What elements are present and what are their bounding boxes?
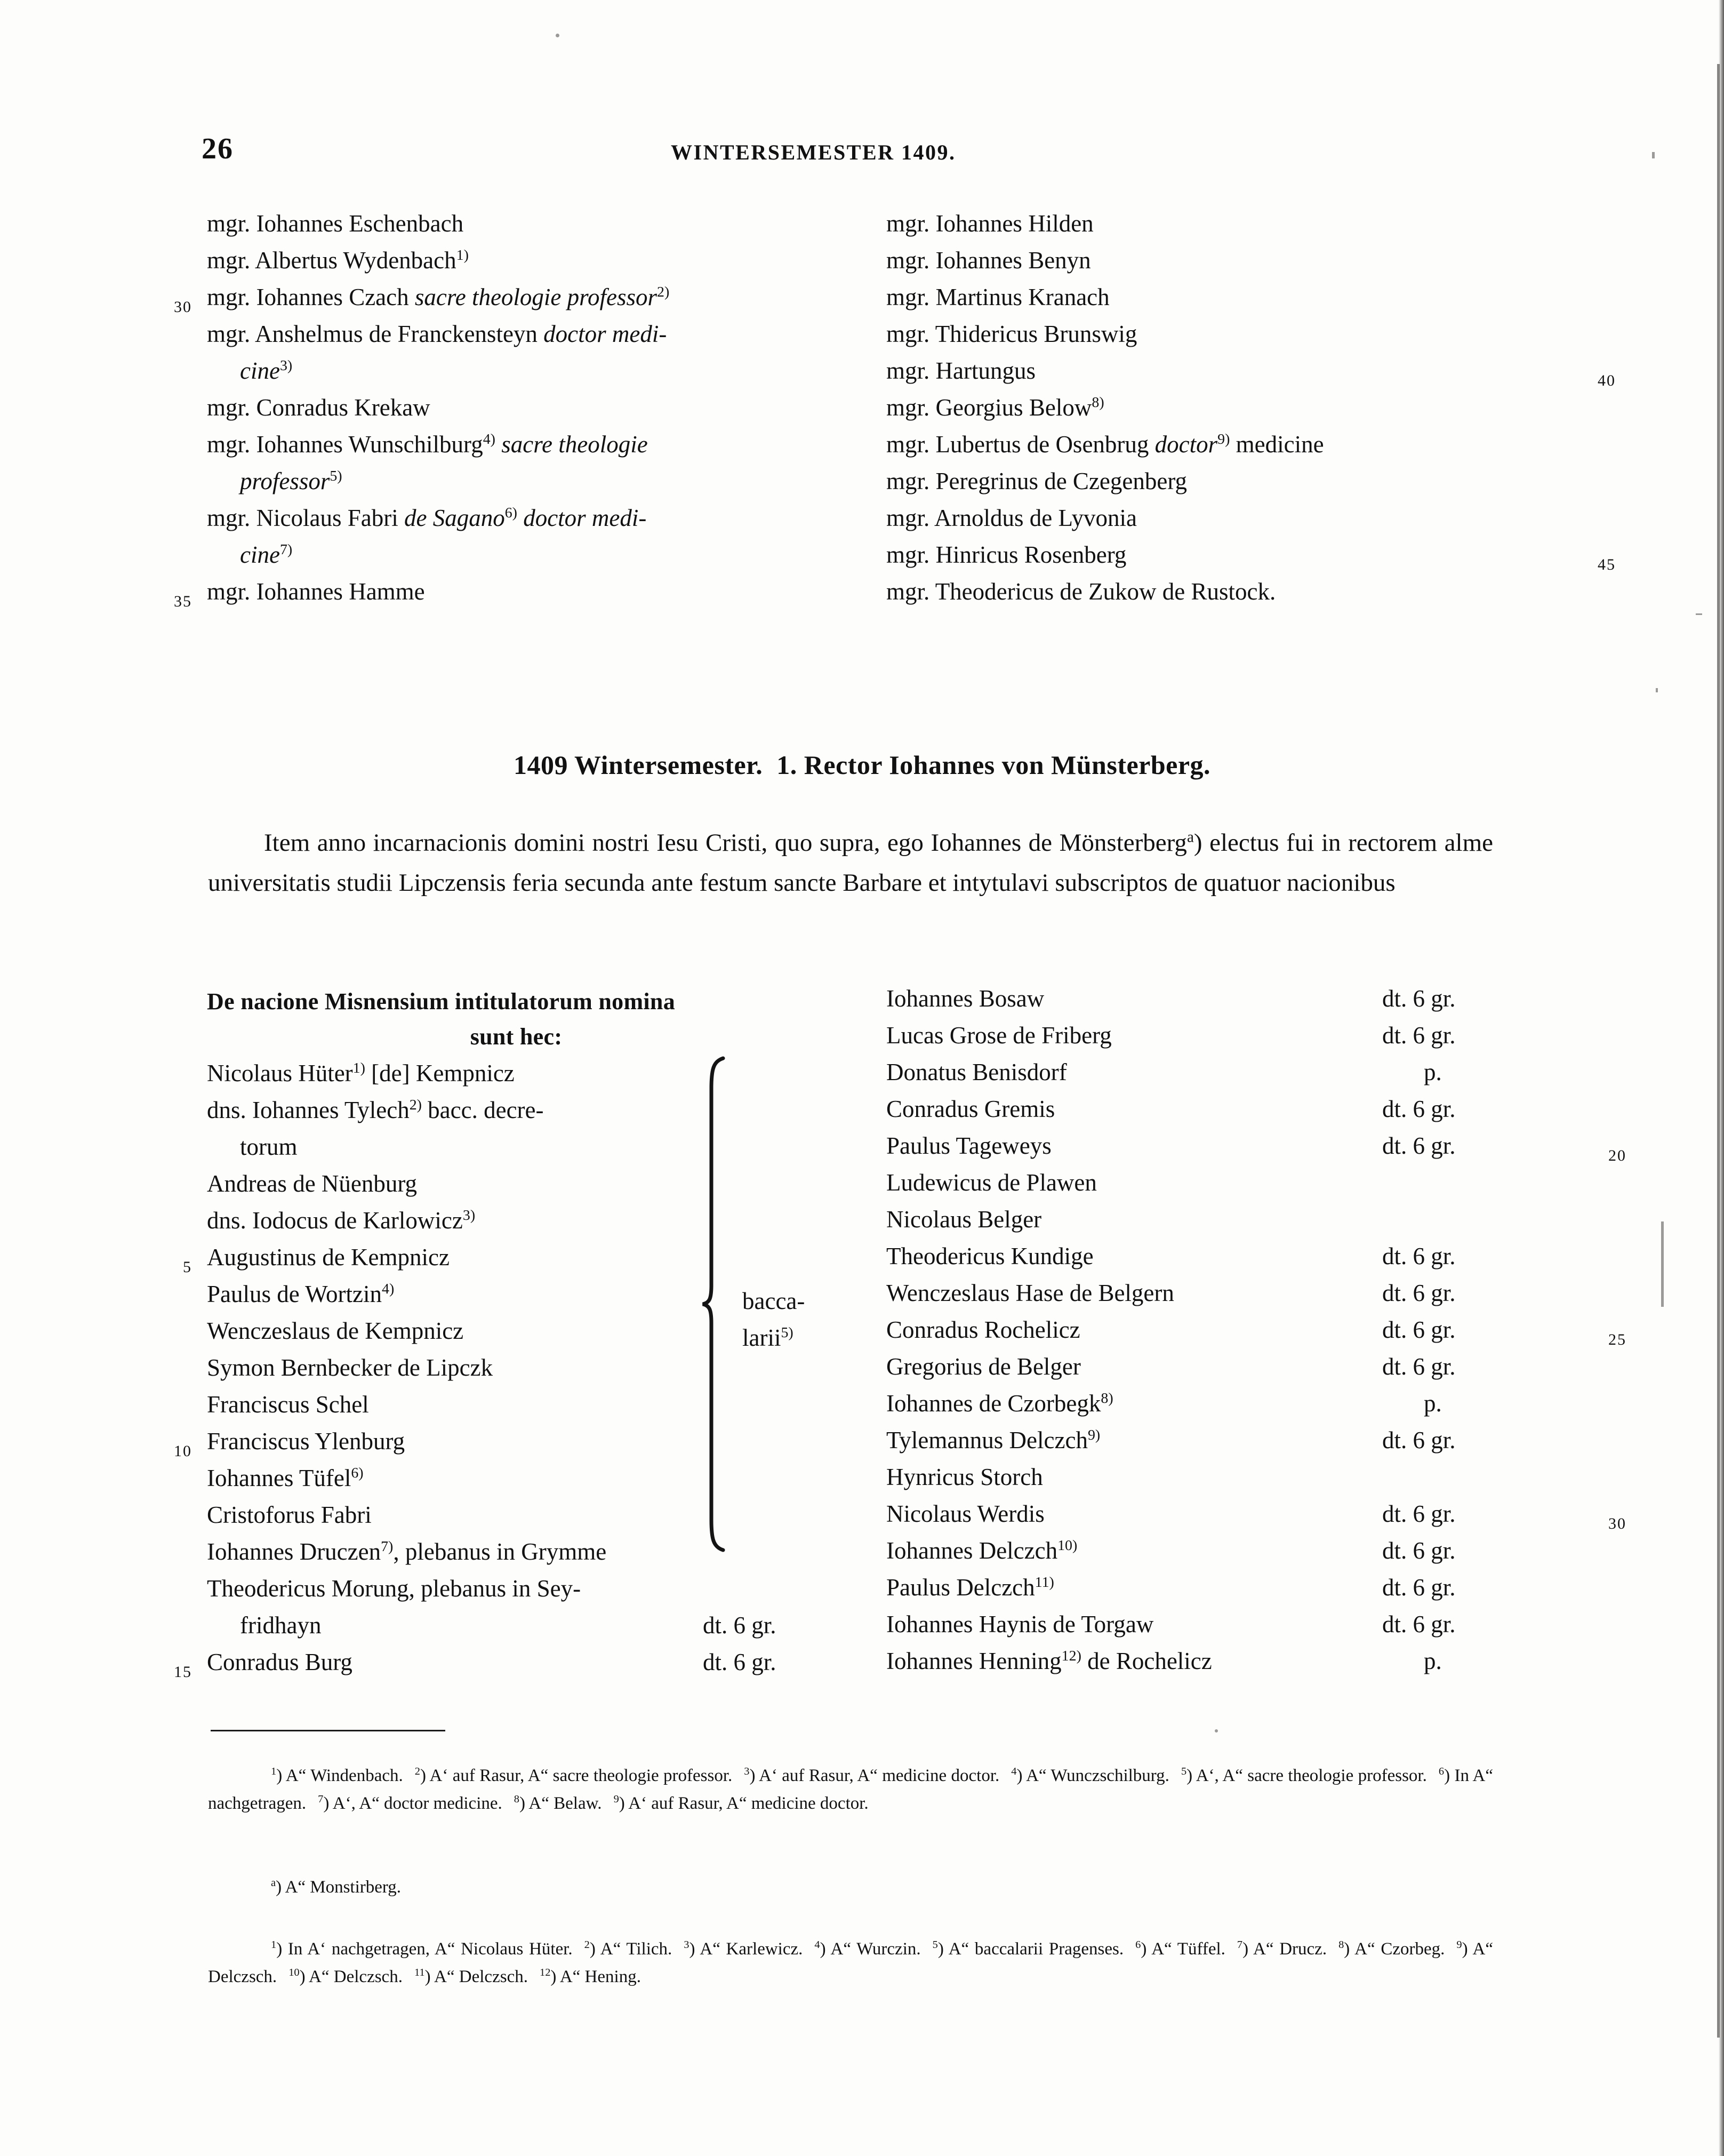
footnote-text: ) A‘ auf Rasur, A“ sacre theologie professor. <box>420 1766 733 1785</box>
fee-amount: dt. 6 gr. <box>1382 1353 1456 1380</box>
entry-italic-text: sacre theologie professor <box>414 284 657 310</box>
top-list-item <box>207 537 836 573</box>
scan-speck <box>556 34 559 37</box>
list-item <box>886 1128 1626 1164</box>
fee-amount: dt. 6 gr. <box>1382 1132 1456 1159</box>
line-number: 25 <box>1608 1331 1626 1348</box>
fee-amount: p. <box>1424 1648 1442 1674</box>
footnote-marker: 12 <box>539 1967 551 1978</box>
list-item <box>886 1459 1569 1496</box>
entry-text: Nicolaus Werdis <box>886 1500 1045 1527</box>
entry-text: Wenczeslaus de Kempnicz <box>207 1317 464 1344</box>
footnote-paragraph <box>208 1762 1493 1817</box>
list-item <box>886 1201 1569 1238</box>
list-item <box>207 1350 836 1386</box>
fee-amount: p. <box>1424 1059 1442 1085</box>
entry-text: mgr. Nicolaus Fabri <box>207 505 404 531</box>
footnote-text: ) A“ Tüffel. <box>1141 1939 1225 1959</box>
list-item <box>886 1091 1569 1128</box>
fee-amount: dt. 6 gr. <box>1382 1427 1456 1454</box>
entry-italic-text: cine <box>240 541 280 568</box>
line-number: 35 <box>174 593 192 610</box>
entry-text: mgr. Iohannes Benyn <box>886 247 1091 274</box>
footnote-marker: 7 <box>318 1793 324 1805</box>
line-number: 45 <box>1598 556 1616 573</box>
entry-text: mgr. Iohannes Wunschilburg <box>207 431 483 458</box>
top-list-item <box>174 279 836 316</box>
list-item <box>886 1569 1569 1606</box>
entry-text: Tylemannus Delczch <box>886 1427 1088 1454</box>
footnote-text: ) A“ Czorbeg. <box>1344 1939 1445 1959</box>
list-item <box>207 1202 836 1239</box>
footnote-marker: 5) <box>330 468 342 484</box>
footnote-text: ) A“ Belaw. <box>519 1794 602 1813</box>
entry-italic-suffix: doctor medi- <box>517 505 647 531</box>
footnote-marker: 1 <box>271 1939 277 1951</box>
footnote-text: ) A“ Delczsch. <box>424 1967 528 1986</box>
entry-text: mgr. Hinricus Rosenberg <box>886 541 1127 568</box>
top-list-item <box>886 389 1558 426</box>
line-number: 10 <box>174 1442 192 1460</box>
entry-text: Conradus Gremis <box>886 1096 1055 1122</box>
footnote-text: ) A“ Wurczin. <box>820 1939 921 1959</box>
fee-amount: dt. 6 gr. <box>1382 1280 1456 1306</box>
entry-text: mgr. Thidericus Brunswig <box>886 321 1137 347</box>
entry-italic-text: doctor <box>1154 431 1218 458</box>
top-block-right-column <box>886 205 1616 610</box>
footnote-marker: 2 <box>584 1939 590 1951</box>
footnote-text: ) A“ Delczsch. <box>208 1939 1494 1986</box>
footnote-marker: 9 <box>613 1793 619 1805</box>
entry-text: Wenczeslaus Hase de Belgern <box>886 1280 1174 1306</box>
line-number: 40 <box>1598 372 1616 389</box>
entry-text: Paulus Tageweys <box>886 1132 1052 1159</box>
top-list-item <box>886 573 1558 610</box>
list-item <box>207 1092 836 1129</box>
list-heading-line1: De nacione Misnensium intitulatorum nomina <box>207 988 675 1015</box>
scan-speck <box>1215 1729 1218 1732</box>
entry-text: torum <box>240 1133 298 1160</box>
footnote-marker: 12) <box>1061 1648 1081 1664</box>
fee-amount: dt. 6 gr. <box>1382 1022 1456 1049</box>
entry-text: mgr. Iohannes Czach <box>207 284 415 310</box>
entry-text: mgr. Georgius Below <box>886 394 1092 421</box>
fee-amount: dt. 6 gr. <box>1382 985 1456 1012</box>
entry-text: mgr. Iohannes Eschenbach <box>207 210 464 237</box>
fee-amount: p. <box>1424 1390 1442 1417</box>
main-list-right-column <box>886 980 1626 1680</box>
entry-text: mgr. Peregrinus de Czegenberg <box>886 468 1188 494</box>
entry-text: Gregorius de Belger <box>886 1353 1081 1380</box>
footnote-marker: 8) <box>1101 1390 1113 1407</box>
list-item <box>207 1534 836 1570</box>
footnote-marker: 11) <box>1035 1574 1054 1591</box>
footnote-marker: 2 <box>414 1766 420 1777</box>
top-list-item <box>886 426 1558 463</box>
footnote-alpha-text: ) A“ Monstirberg. <box>276 1878 402 1897</box>
top-list-item <box>886 463 1558 500</box>
footnote-text: ) In A“ nachgetragen. <box>208 1766 1493 1813</box>
footnote-marker: 9) <box>1087 1427 1101 1443</box>
line-number: 30 <box>1608 1515 1626 1532</box>
fee-amount: dt. 6 gr. <box>1382 1243 1456 1269</box>
footnote-text: ) A“ Tilich. <box>589 1939 672 1959</box>
entry-text: fridhayn <box>240 1612 322 1639</box>
entry-text: Iohannes Druczen <box>207 1538 381 1565</box>
footnote-marker: 11 <box>414 1967 425 1978</box>
entry-text: mgr. Iohannes Hamme <box>207 578 425 605</box>
footnotes-bottom-group <box>208 1935 1493 1991</box>
top-list-item <box>886 279 1558 316</box>
footnote-marker: 3) <box>462 1207 476 1224</box>
page-number: 26 <box>202 132 234 165</box>
entry-text: Ludewicus de Plawen <box>886 1169 1097 1196</box>
footnote-marker: 3) <box>279 357 293 374</box>
footnote-marker: 8) <box>1092 394 1104 411</box>
list-item <box>207 1460 836 1497</box>
footnote-marker: 1) <box>352 1060 365 1076</box>
scan-edge-shadow <box>1717 64 1720 2038</box>
footnote-marker: 6 <box>1135 1939 1141 1951</box>
entry-text: mgr. Lubertus de Osenbrug <box>886 431 1155 458</box>
entry-text: Iohannes Tüfel <box>207 1465 351 1491</box>
entry-text: Paulus Delczch <box>886 1574 1035 1601</box>
list-item <box>183 1239 836 1276</box>
list-item <box>174 1423 836 1460</box>
footnote-text: ) A“ baccalarii Pragenses. <box>937 1939 1124 1959</box>
entry-text: Augustinus de Kempnicz <box>207 1244 450 1271</box>
top-list-item <box>207 389 836 426</box>
fee-amount: dt. 6 gr. <box>1382 1537 1456 1564</box>
footnote-text: ) A‘ auf Rasur, A“ medicine doctor. <box>749 1766 1000 1785</box>
list-item <box>886 1054 1569 1091</box>
list-item <box>886 1606 1569 1643</box>
list-item <box>886 1385 1569 1422</box>
entry-text: mgr. Conradus Krekaw <box>207 394 430 421</box>
footnote-marker: 9) <box>1217 431 1230 448</box>
list-item <box>886 1238 1569 1275</box>
entry-text-suffix: bacc. decre- <box>421 1097 544 1123</box>
entry-text: Conradus Burg <box>207 1649 352 1675</box>
top-list-item <box>207 316 836 353</box>
running-head: WINTERSEMESTER 1409. <box>671 140 956 164</box>
entry-text: Conradus Rochelicz <box>886 1316 1080 1343</box>
list-heading-line2: sunt hec: <box>470 1024 563 1050</box>
entry-text: Iohannes Henning <box>886 1648 1062 1674</box>
list-item <box>886 1422 1569 1459</box>
section-title-rector: 1. Rector Iohannes von Münsterberg. <box>776 750 1211 780</box>
line-number: 5 <box>183 1258 192 1276</box>
footnote-marker: 3 <box>684 1939 689 1951</box>
entry-text: Theodericus Morung, plebanus in Sey- <box>207 1575 581 1602</box>
entry-text: Donatus Benisdorf <box>886 1059 1067 1085</box>
entry-italic-suffix: sacre theologie <box>495 431 648 458</box>
footnote-text: ) A“ Hening. <box>550 1967 641 1986</box>
section-title-year: 1409 Wintersemester. <box>513 750 763 780</box>
list-item <box>886 980 1569 1017</box>
footnotes-top-group <box>208 1762 1493 1817</box>
top-list-item <box>207 463 836 500</box>
footnote-text: ) A“ Wunczschilburg. <box>1016 1766 1169 1785</box>
footnote-text: ) A“ Karlewicz. <box>689 1939 803 1959</box>
list-item <box>207 1570 836 1607</box>
footnote-marker: 9 <box>1456 1939 1462 1951</box>
footnote-marker: 2) <box>657 284 670 300</box>
intro-paragraph <box>208 823 1493 903</box>
footnote-alpha-paragraph <box>208 1873 1493 1901</box>
footnotes-alpha-group <box>208 1873 1493 1901</box>
footnote-marker: 7 <box>1237 1939 1243 1951</box>
footnote-marker: 7) <box>279 541 293 558</box>
list-item <box>886 1312 1626 1348</box>
entry-text: mgr. Theodericus de Zukow de Rustock. <box>886 578 1276 605</box>
top-list-item <box>886 316 1558 353</box>
footnote-text: ) A‘ auf Rasur, A“ medicine doctor. <box>619 1794 869 1813</box>
scan-edge-artifact <box>1719 0 1724 2156</box>
footnote-marker: 8 <box>1338 1939 1344 1951</box>
footnote-marker: 6) <box>504 505 517 521</box>
list-item <box>207 1129 836 1165</box>
list-item <box>174 1644 836 1681</box>
intro-text-part2: ) electus fui in rectorem alme universitatis studii Lipczensis feria secunda ante festum sancte Barbare et intytulavi subscriptos de quatuor nacionibus <box>208 829 1493 897</box>
top-list-item <box>886 205 1558 242</box>
scan-speck <box>1652 152 1655 158</box>
footnote-marker: 4) <box>483 431 495 448</box>
brace-label-line2: larii$^{5)}$ <box>742 1324 793 1351</box>
entry-text-suffix: [de] Kempnicz <box>365 1060 515 1087</box>
entry-text: Andreas de Nüenburg <box>207 1170 418 1197</box>
entry-italic-text: professor <box>240 468 330 494</box>
entry-text: Iohannes Haynis de Torgaw <box>886 1611 1154 1638</box>
top-list-item <box>207 205 836 242</box>
list-item <box>886 1348 1569 1385</box>
entry-text: Franciscus Schel <box>207 1391 369 1418</box>
footnote-text: ) A“ Windenbach. <box>276 1766 403 1785</box>
footnote-marker: 4 <box>814 1939 820 1951</box>
footnote-marker: 10) <box>1057 1537 1078 1554</box>
top-list-item <box>174 573 836 610</box>
entry-text: Paulus de Wortzin <box>207 1281 382 1307</box>
line-number: 20 <box>1608 1147 1626 1164</box>
entry-text: Theodericus Kundige <box>886 1243 1094 1269</box>
top-list-item <box>207 426 836 463</box>
entry-text: mgr. Martinus Kranach <box>886 284 1110 310</box>
footnote-text: ) A‘, A“ doctor medicine. <box>323 1794 502 1813</box>
footnote-marker: 3 <box>744 1766 750 1777</box>
entry-text: mgr. Iohannes Hilden <box>886 210 1094 237</box>
list-item <box>207 1276 836 1313</box>
top-list-item <box>207 500 836 537</box>
footnote-marker: 8 <box>514 1793 519 1805</box>
footnote-marker: 1 <box>271 1766 277 1777</box>
footnote-marker: 6) <box>351 1465 364 1481</box>
footnote-marker: 5 <box>932 1939 938 1951</box>
list-item <box>886 1643 1569 1680</box>
entry-text: Iohannes Bosaw <box>886 985 1045 1012</box>
entry-text: mgr. Hartungus <box>886 357 1036 384</box>
footnote-marker: 10 <box>288 1967 300 1978</box>
footnote-marker: 1) <box>456 247 469 263</box>
fee-amount: dt. 6 gr. <box>703 1612 776 1639</box>
footnote-text: ) A‘, A“ sacre theologie professor. <box>1186 1766 1427 1785</box>
scan-speck <box>1656 688 1658 692</box>
footnote-marker: 7) <box>381 1538 394 1555</box>
footnote-text: ) A“ Delczsch. <box>299 1967 403 1986</box>
fee-amount: dt. 6 gr. <box>1382 1096 1456 1122</box>
top-list-item <box>886 537 1616 573</box>
footnote-paragraph <box>208 1935 1493 1991</box>
top-block-left-column <box>174 205 836 610</box>
entry-text: Nicolaus Hüter <box>207 1060 353 1087</box>
footnote-text: ) A“ Drucz. <box>1242 1939 1327 1959</box>
entry-text: Nicolaus Belger <box>886 1206 1042 1233</box>
top-list-item <box>886 242 1558 279</box>
line-number: 30 <box>174 298 192 316</box>
entry-text: Hynricus Storch <box>886 1464 1043 1490</box>
fee-amount: dt. 6 gr. <box>1382 1574 1456 1601</box>
list-item <box>207 1386 836 1423</box>
section-title <box>0 749 1724 780</box>
entry-text: Cristoforus Fabri <box>207 1502 372 1528</box>
list-item <box>207 1607 836 1644</box>
list-item <box>886 1017 1569 1054</box>
entry-text: mgr. Arnoldus de Lyvonia <box>886 505 1137 531</box>
footnote-marker: 6 <box>1438 1766 1445 1777</box>
entry-text-suffix: medicine <box>1230 431 1324 458</box>
footnote-text: ) In A‘ nachgetragen, A“ Nicolaus Hüter. <box>276 1939 573 1959</box>
list-item <box>207 1313 836 1350</box>
top-list-item <box>207 242 836 279</box>
list-item <box>886 1532 1569 1569</box>
list-item <box>207 1497 836 1534</box>
footnote-marker: a <box>271 1877 276 1889</box>
top-list-item <box>886 500 1558 537</box>
main-list-left-column <box>174 1055 836 1681</box>
entry-text-suffix: de Rochelicz <box>1081 1648 1212 1674</box>
footnote-separator-rule <box>211 1730 445 1731</box>
top-list-item <box>207 353 836 389</box>
entry-italic-text: de Sagano <box>404 505 505 531</box>
entry-text: dns. Iodocus de Karlowicz <box>207 1207 463 1234</box>
line-number: 15 <box>174 1663 192 1681</box>
fee-amount: dt. 6 gr. <box>703 1649 776 1675</box>
entry-text: Franciscus Ylenburg <box>207 1428 405 1455</box>
entry-italic-text: doctor medi- <box>543 321 667 347</box>
scan-speck <box>1696 613 1702 615</box>
list-item <box>207 1055 836 1092</box>
entry-text: Iohannes Delczch <box>886 1537 1058 1564</box>
list-item <box>886 1496 1626 1532</box>
footnote-marker: a <box>1186 828 1194 846</box>
scan-speck <box>1661 1221 1664 1307</box>
top-list-item <box>886 353 1616 389</box>
footnote-marker: 5 <box>1181 1766 1187 1777</box>
fee-amount: dt. 6 gr. <box>1382 1316 1456 1343</box>
list-item <box>886 1164 1569 1201</box>
footnote-marker: 4) <box>382 1281 395 1297</box>
entry-text: dns. Iohannes Tylech <box>207 1097 410 1123</box>
footnote-marker: 2) <box>409 1097 422 1113</box>
entry-text: Lucas Grose de Friberg <box>886 1022 1112 1049</box>
list-item <box>886 1275 1569 1312</box>
fee-amount: dt. 6 gr. <box>1382 1611 1456 1638</box>
entry-text: mgr. Anshelmus de Franckensteyn <box>207 321 544 347</box>
entry-text: Symon Bernbecker de Lipczk <box>207 1354 493 1381</box>
list-heading <box>207 984 825 1055</box>
fee-amount: dt. 6 gr. <box>1382 1500 1456 1527</box>
entry-text-suffix: , plebanus in Grymme <box>393 1538 607 1565</box>
list-item <box>207 1165 836 1202</box>
entry-text: Iohannes de Czorbegk <box>886 1390 1101 1417</box>
brace-label-line1: bacca- <box>742 1288 805 1314</box>
intro-text-part1: Item anno incarnacionis domini nostri Iesu Cristi, quo supra, ego Iohannes de Mönsterberg <box>264 829 1187 857</box>
entry-italic-text: cine <box>240 357 280 384</box>
entry-text: mgr. Albertus Wydenbach <box>207 247 456 274</box>
footnote-marker: 4 <box>1011 1766 1017 1777</box>
